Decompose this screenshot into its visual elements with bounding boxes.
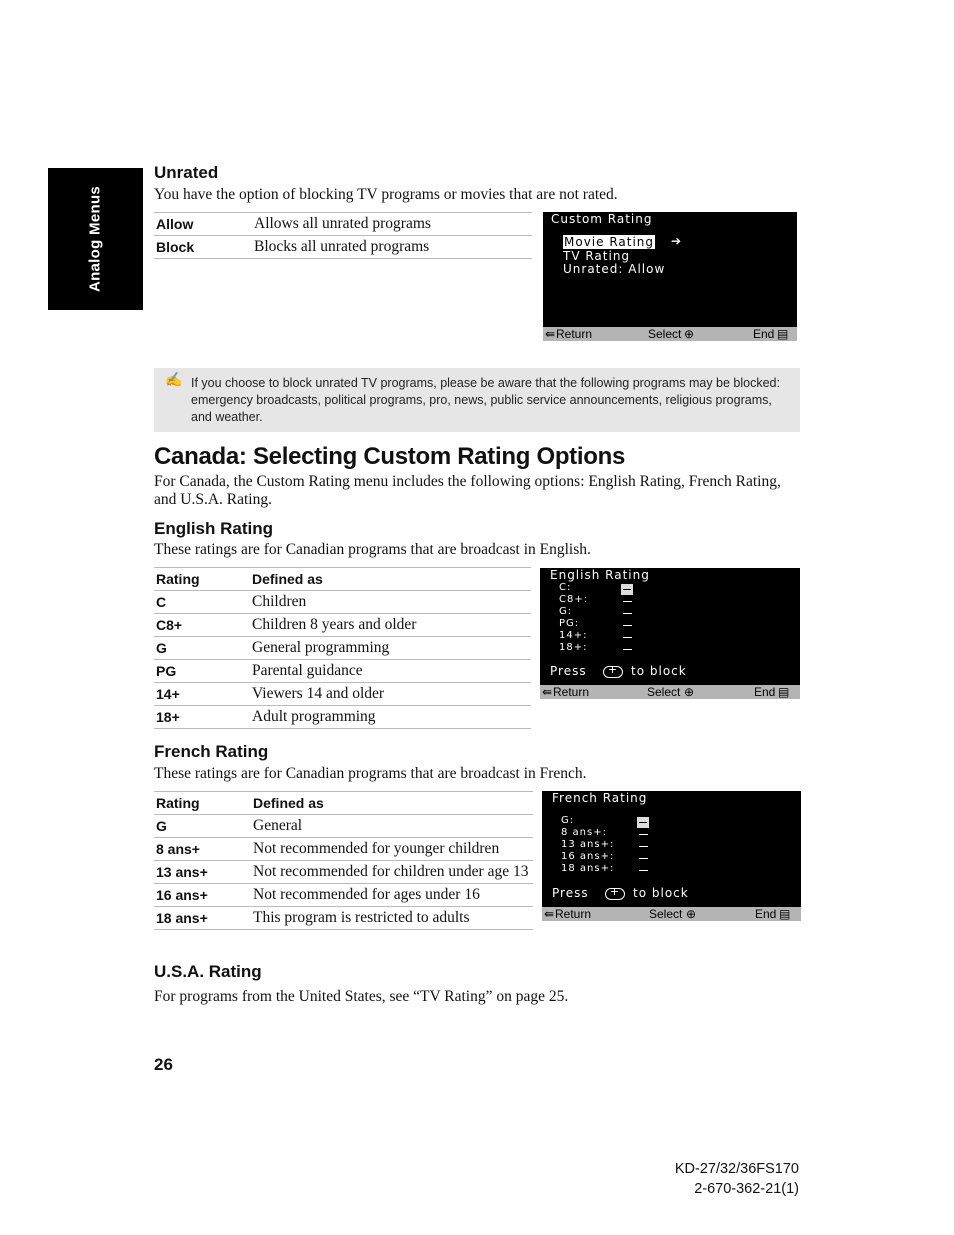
- rating-item: G:: [559, 606, 573, 617]
- menu-button-icon: ▤: [777, 327, 789, 341]
- table-row: [154, 236, 532, 259]
- table-key: 14+: [154, 683, 250, 706]
- menu-button-icon: ▤: [778, 685, 790, 699]
- table-value: Parental guidance: [250, 660, 531, 683]
- table-row: [154, 706, 531, 729]
- table-key: Allow: [154, 213, 252, 236]
- joystick-icon: [601, 886, 629, 900]
- rating-item: PG:: [559, 618, 580, 629]
- rating-item: 8 ans+:: [561, 827, 607, 838]
- screen-title: French Rating: [552, 791, 648, 805]
- column-header: Defined as: [251, 792, 533, 815]
- table-row: [154, 213, 532, 236]
- menu-item-tv-rating: TV Rating: [563, 249, 631, 263]
- return-icon: ⇚: [545, 327, 556, 341]
- table-row: [154, 637, 531, 660]
- to-block-label: to block: [631, 664, 687, 678]
- joystick-icon: [599, 664, 627, 678]
- column-header: Rating: [154, 568, 250, 591]
- table-row: [154, 815, 533, 838]
- menu-button-icon: ▤: [779, 907, 791, 921]
- rating-item: 16 ans+:: [561, 851, 615, 862]
- english-rating-screen: [540, 568, 800, 699]
- table-header-row: [154, 792, 533, 815]
- table-value: Not recommended for children under age 13: [251, 861, 533, 884]
- english-heading: English Rating: [154, 519, 273, 538]
- return-icon: ⇚: [542, 685, 553, 699]
- table-key: PG: [154, 660, 250, 683]
- table-header-row: [154, 568, 531, 591]
- canada-intro: For Canada, the Custom Rating menu includes the following options: English Rating, French Rating, and U.S.A. Rating.: [154, 473, 781, 508]
- table-value: Allows all unrated programs: [252, 213, 532, 236]
- table-row: [154, 884, 533, 907]
- rating-item: C:: [559, 582, 572, 593]
- table-row: [154, 660, 531, 683]
- table-key: 16 ans+: [154, 884, 251, 907]
- custom-rating-screen: [543, 212, 797, 341]
- english-intro: These ratings are for Canadian programs that are broadcast in English.: [154, 541, 591, 558]
- table-value: This program is restricted to adults: [251, 907, 533, 930]
- table-value: Children: [250, 591, 531, 614]
- return-label: Return: [553, 685, 590, 699]
- table-key: 18 ans+: [154, 907, 251, 930]
- table-key: G: [154, 637, 250, 660]
- table-row: [154, 614, 531, 637]
- table-value: Adult programming: [250, 706, 531, 729]
- column-header: Defined as: [250, 568, 531, 591]
- usa-text: For programs from the United States, see “TV Rating” on page 25.: [154, 988, 569, 1005]
- table-key: Block: [154, 236, 252, 259]
- screen-title: Custom Rating: [551, 212, 653, 226]
- press-label: Press: [552, 886, 589, 900]
- to-block-label: to block: [633, 886, 689, 900]
- menu-item-unrated: Unrated: Allow: [563, 262, 666, 276]
- note-text: If you choose to block unrated TV programs, please be aware that the following programs may be blocked: emergency broadcasts, political programs, pro, news, public service announcements, religious programs, and weather.: [191, 376, 780, 424]
- table-value: Not recommended for younger children: [251, 838, 533, 861]
- english-rating-table: [154, 567, 531, 729]
- footer-code: 2-670-362-21(1): [694, 1181, 799, 1197]
- rating-item: 18+:: [559, 642, 588, 653]
- table-value: Not recommended for ages under 16: [251, 884, 533, 907]
- table-value: Children 8 years and older: [250, 614, 531, 637]
- footer-model: KD-27/32/36FS170: [674, 1161, 799, 1177]
- rating-item: C8+:: [559, 594, 589, 605]
- unrated-table: [154, 212, 532, 259]
- press-label: Press: [550, 664, 587, 678]
- return-icon: ⇚: [544, 907, 555, 921]
- table-value: General: [251, 815, 533, 838]
- dash-icon: [623, 642, 632, 656]
- end-label: End: [754, 685, 776, 699]
- joystick-icon: ⊕: [684, 327, 695, 341]
- joystick-icon: ⊕: [684, 685, 695, 699]
- table-key: C8+: [154, 614, 250, 637]
- note-box: [154, 368, 800, 432]
- french-rating-table: [154, 791, 533, 930]
- table-key: C: [154, 591, 250, 614]
- side-tab-label: Analog Menus: [86, 185, 104, 293]
- rating-item: 18 ans+:: [561, 863, 615, 874]
- arrow-right-icon: ➔: [671, 234, 683, 248]
- french-intro: These ratings are for Canadian programs that are broadcast in French.: [154, 765, 587, 782]
- table-key: 13 ans+: [154, 861, 251, 884]
- select-label: Select: [649, 907, 683, 921]
- unrated-intro: You have the option of blocking TV programs or movies that are not rated.: [154, 186, 618, 203]
- rating-item: G:: [561, 815, 575, 826]
- end-label: End: [753, 327, 775, 341]
- table-row: [154, 591, 531, 614]
- section-title: Canada: Selecting Custom Rating Options: [154, 443, 626, 470]
- table-value: Viewers 14 and older: [250, 683, 531, 706]
- dash-icon: [639, 863, 648, 877]
- table-row: [154, 907, 533, 930]
- screen-title: English Rating: [550, 568, 650, 582]
- french-rating-screen: [542, 791, 801, 921]
- rating-item: 13 ans+:: [561, 839, 615, 850]
- screen-nav-bar: [543, 327, 797, 341]
- rating-item: 14+:: [559, 630, 588, 641]
- table-key: G: [154, 815, 251, 838]
- unrated-heading: Unrated: [154, 163, 219, 182]
- usa-heading: U.S.A. Rating: [154, 962, 262, 981]
- select-label: Select: [648, 327, 682, 341]
- screen-nav-bar: [542, 907, 801, 921]
- table-row: [154, 861, 533, 884]
- table-row: [154, 838, 533, 861]
- french-heading: French Rating: [154, 742, 269, 761]
- page-number: 26: [154, 1055, 173, 1074]
- menu-item-movie-rating: Movie Rating: [564, 235, 655, 249]
- table-row: [154, 683, 531, 706]
- pencil-note-icon: ✍: [165, 373, 183, 388]
- select-label: Select: [647, 685, 681, 699]
- table-key: 8 ans+: [154, 838, 251, 861]
- table-key: 18+: [154, 706, 250, 729]
- return-label: Return: [556, 327, 593, 341]
- section-side-tab: [48, 168, 143, 310]
- end-label: End: [755, 907, 777, 921]
- table-value: General programming: [250, 637, 531, 660]
- column-header: Rating: [154, 792, 251, 815]
- table-value: Blocks all unrated programs: [252, 236, 532, 259]
- joystick-icon: ⊕: [686, 907, 697, 921]
- screen-nav-bar: [540, 685, 800, 699]
- return-label: Return: [555, 907, 592, 921]
